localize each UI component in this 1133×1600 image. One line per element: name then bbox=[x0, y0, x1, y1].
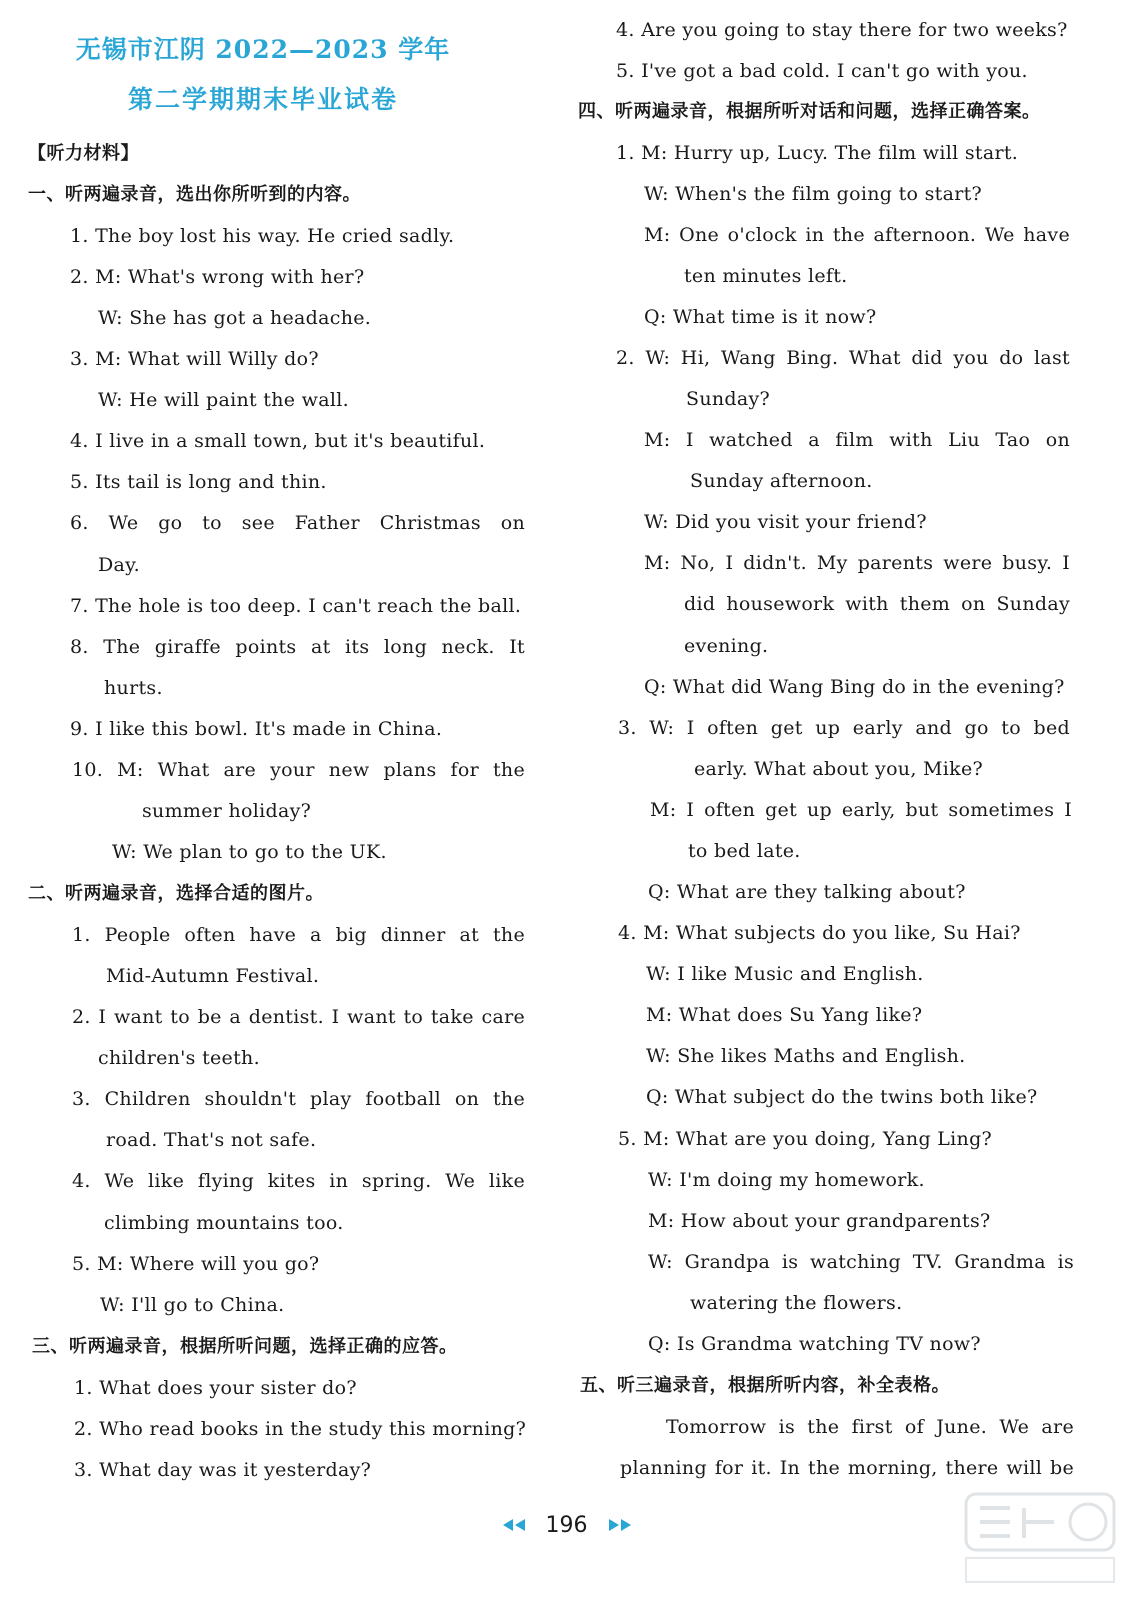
text-line: 4. Are you going to stay there for two weeks? bbox=[616, 19, 1068, 41]
text-line: 6. We go to see Father Christmas on bbox=[70, 512, 525, 534]
next-arrow-icon bbox=[609, 1519, 619, 1531]
text-line: M: One o'clock in the afternoon. We have bbox=[644, 224, 1070, 246]
text-line: W: Did you visit your friend? bbox=[644, 511, 927, 533]
text-line: 7. The hole is too deep. I can't reach the ball. bbox=[70, 595, 522, 617]
text-line: 9. I like this bowl. It's made in China. bbox=[70, 718, 443, 740]
text-line: 2. W: Hi, Wang Bing. What did you do last bbox=[616, 347, 1070, 369]
text-line: W: He will paint the wall. bbox=[98, 389, 349, 411]
text-line: Sunday afternoon. bbox=[690, 470, 873, 492]
text-line: W: She has got a headache. bbox=[98, 307, 372, 329]
text-line: 3. M: What will Willy do? bbox=[70, 348, 319, 370]
prev-arrow-icon bbox=[503, 1519, 513, 1531]
text-line: planning for it. In the morning, there will be bbox=[620, 1457, 1074, 1479]
next-arrow-icon bbox=[621, 1519, 631, 1531]
text-line: ten minutes left. bbox=[684, 265, 848, 287]
text-line: 3. W: I often get up early and go to bed bbox=[618, 717, 1070, 739]
text-line: 4. M: What subjects do you like, Su Hai? bbox=[618, 922, 1021, 944]
text-line: Q: What subject do the twins both like? bbox=[646, 1086, 1038, 1108]
title-line-2: 第二学期期末毕业试卷 bbox=[127, 85, 398, 114]
text-line: road. That's not safe. bbox=[106, 1129, 317, 1151]
text-line: watering the flowers. bbox=[690, 1292, 903, 1314]
text-line: hurts. bbox=[104, 677, 163, 699]
section-heading: 五、听三遍录音，根据所听内容，补全表格。 bbox=[580, 1375, 950, 1396]
text-line: summer holiday? bbox=[142, 800, 312, 822]
text-line: 1. M: Hurry up, Lucy. The film will start. bbox=[616, 142, 1019, 164]
watermark-logo-icon bbox=[960, 1488, 1120, 1588]
text-line: 5. I've got a bad cold. I can't go with you. bbox=[616, 60, 1028, 82]
text-line: 1. What does your sister do? bbox=[74, 1377, 357, 1399]
section-heading: 【听力材料】 bbox=[28, 143, 139, 164]
prev-arrow-icon bbox=[515, 1519, 525, 1531]
text-line: M: I watched a film with Liu Tao on bbox=[644, 429, 1070, 451]
text-line: Sunday? bbox=[686, 388, 771, 410]
text-line: 4. We like flying kites in spring. We like bbox=[72, 1170, 525, 1192]
text-line: to bed late. bbox=[688, 840, 801, 862]
text-line: Tomorrow is the first of June. We are bbox=[666, 1416, 1074, 1438]
text-line: 8. The giraffe points at its long neck. It bbox=[70, 636, 525, 658]
section-heading: 三、听两遍录音，根据所听问题，选择正确的应答。 bbox=[32, 1336, 458, 1357]
text-line: 1. The boy lost his way. He cried sadly. bbox=[70, 225, 455, 247]
text-line: W: She likes Maths and English. bbox=[646, 1045, 966, 1067]
text-line: Q: What did Wang Bing do in the evening? bbox=[644, 676, 1065, 698]
section-heading: 二、听两遍录音，选择合适的图片。 bbox=[28, 883, 324, 904]
section-heading: 一、听两遍录音，选出你所听到的内容。 bbox=[28, 184, 361, 205]
text-line: Mid-Autumn Festival. bbox=[106, 965, 320, 987]
text-line: M: I often get up early, but sometimes I bbox=[650, 799, 1072, 821]
text-line: 5. Its tail is long and thin. bbox=[70, 471, 327, 493]
text-line: W: We plan to go to the UK. bbox=[112, 841, 387, 863]
title-line-1: 无锡市江阴 2022—2023 学年 bbox=[75, 35, 451, 64]
text-line: 2. I want to be a dentist. I want to take care bbox=[72, 1006, 525, 1028]
text-line: 5. M: What are you doing, Yang Ling? bbox=[618, 1128, 993, 1150]
text-line: did housework with them on Sunday bbox=[684, 593, 1070, 615]
text-line: climbing mountains too. bbox=[104, 1212, 344, 1234]
text-line: M: How about your grandparents? bbox=[648, 1210, 991, 1232]
text-line: M: No, I didn't. My parents were busy. I bbox=[644, 552, 1070, 574]
text-line: 1. People often have a big dinner at the bbox=[72, 924, 525, 946]
text-line: Q: What are they talking about? bbox=[648, 881, 966, 903]
text-line: 2. M: What's wrong with her? bbox=[70, 266, 365, 288]
text-line: W: I'm doing my homework. bbox=[648, 1169, 925, 1191]
text-line: M: What does Su Yang like? bbox=[646, 1004, 923, 1026]
text-line: 10. M: What are your new plans for the bbox=[72, 759, 525, 781]
text-line: Q: Is Grandma watching TV now? bbox=[648, 1333, 981, 1355]
text-line: 2. Who read books in the study this morning? bbox=[74, 1418, 527, 1440]
text-line: Q: What time is it now? bbox=[644, 306, 877, 328]
text-line: W: When's the film going to start? bbox=[644, 183, 983, 205]
page-number: 196 bbox=[545, 1512, 588, 1538]
text-line: Day. bbox=[98, 554, 141, 576]
text-line: 4. I live in a small town, but it's beautiful. bbox=[70, 430, 486, 452]
text-line: W: Grandpa is watching TV. Grandma is bbox=[648, 1251, 1074, 1273]
text-line: early. What about you, Mike? bbox=[694, 758, 983, 780]
section-heading: 四、听两遍录音，根据所听对话和问题，选择正确答案。 bbox=[578, 101, 1041, 122]
text-line: 5. M: Where will you go? bbox=[72, 1253, 320, 1275]
text-line: W: I'll go to China. bbox=[100, 1294, 285, 1316]
text-line: 3. What day was it yesterday? bbox=[74, 1459, 372, 1481]
text-line: 3. Children shouldn't play football on the bbox=[72, 1088, 525, 1110]
text-line: evening. bbox=[684, 635, 769, 657]
text-line: W: I like Music and English. bbox=[646, 963, 924, 985]
text-line: children's teeth. bbox=[98, 1047, 260, 1069]
